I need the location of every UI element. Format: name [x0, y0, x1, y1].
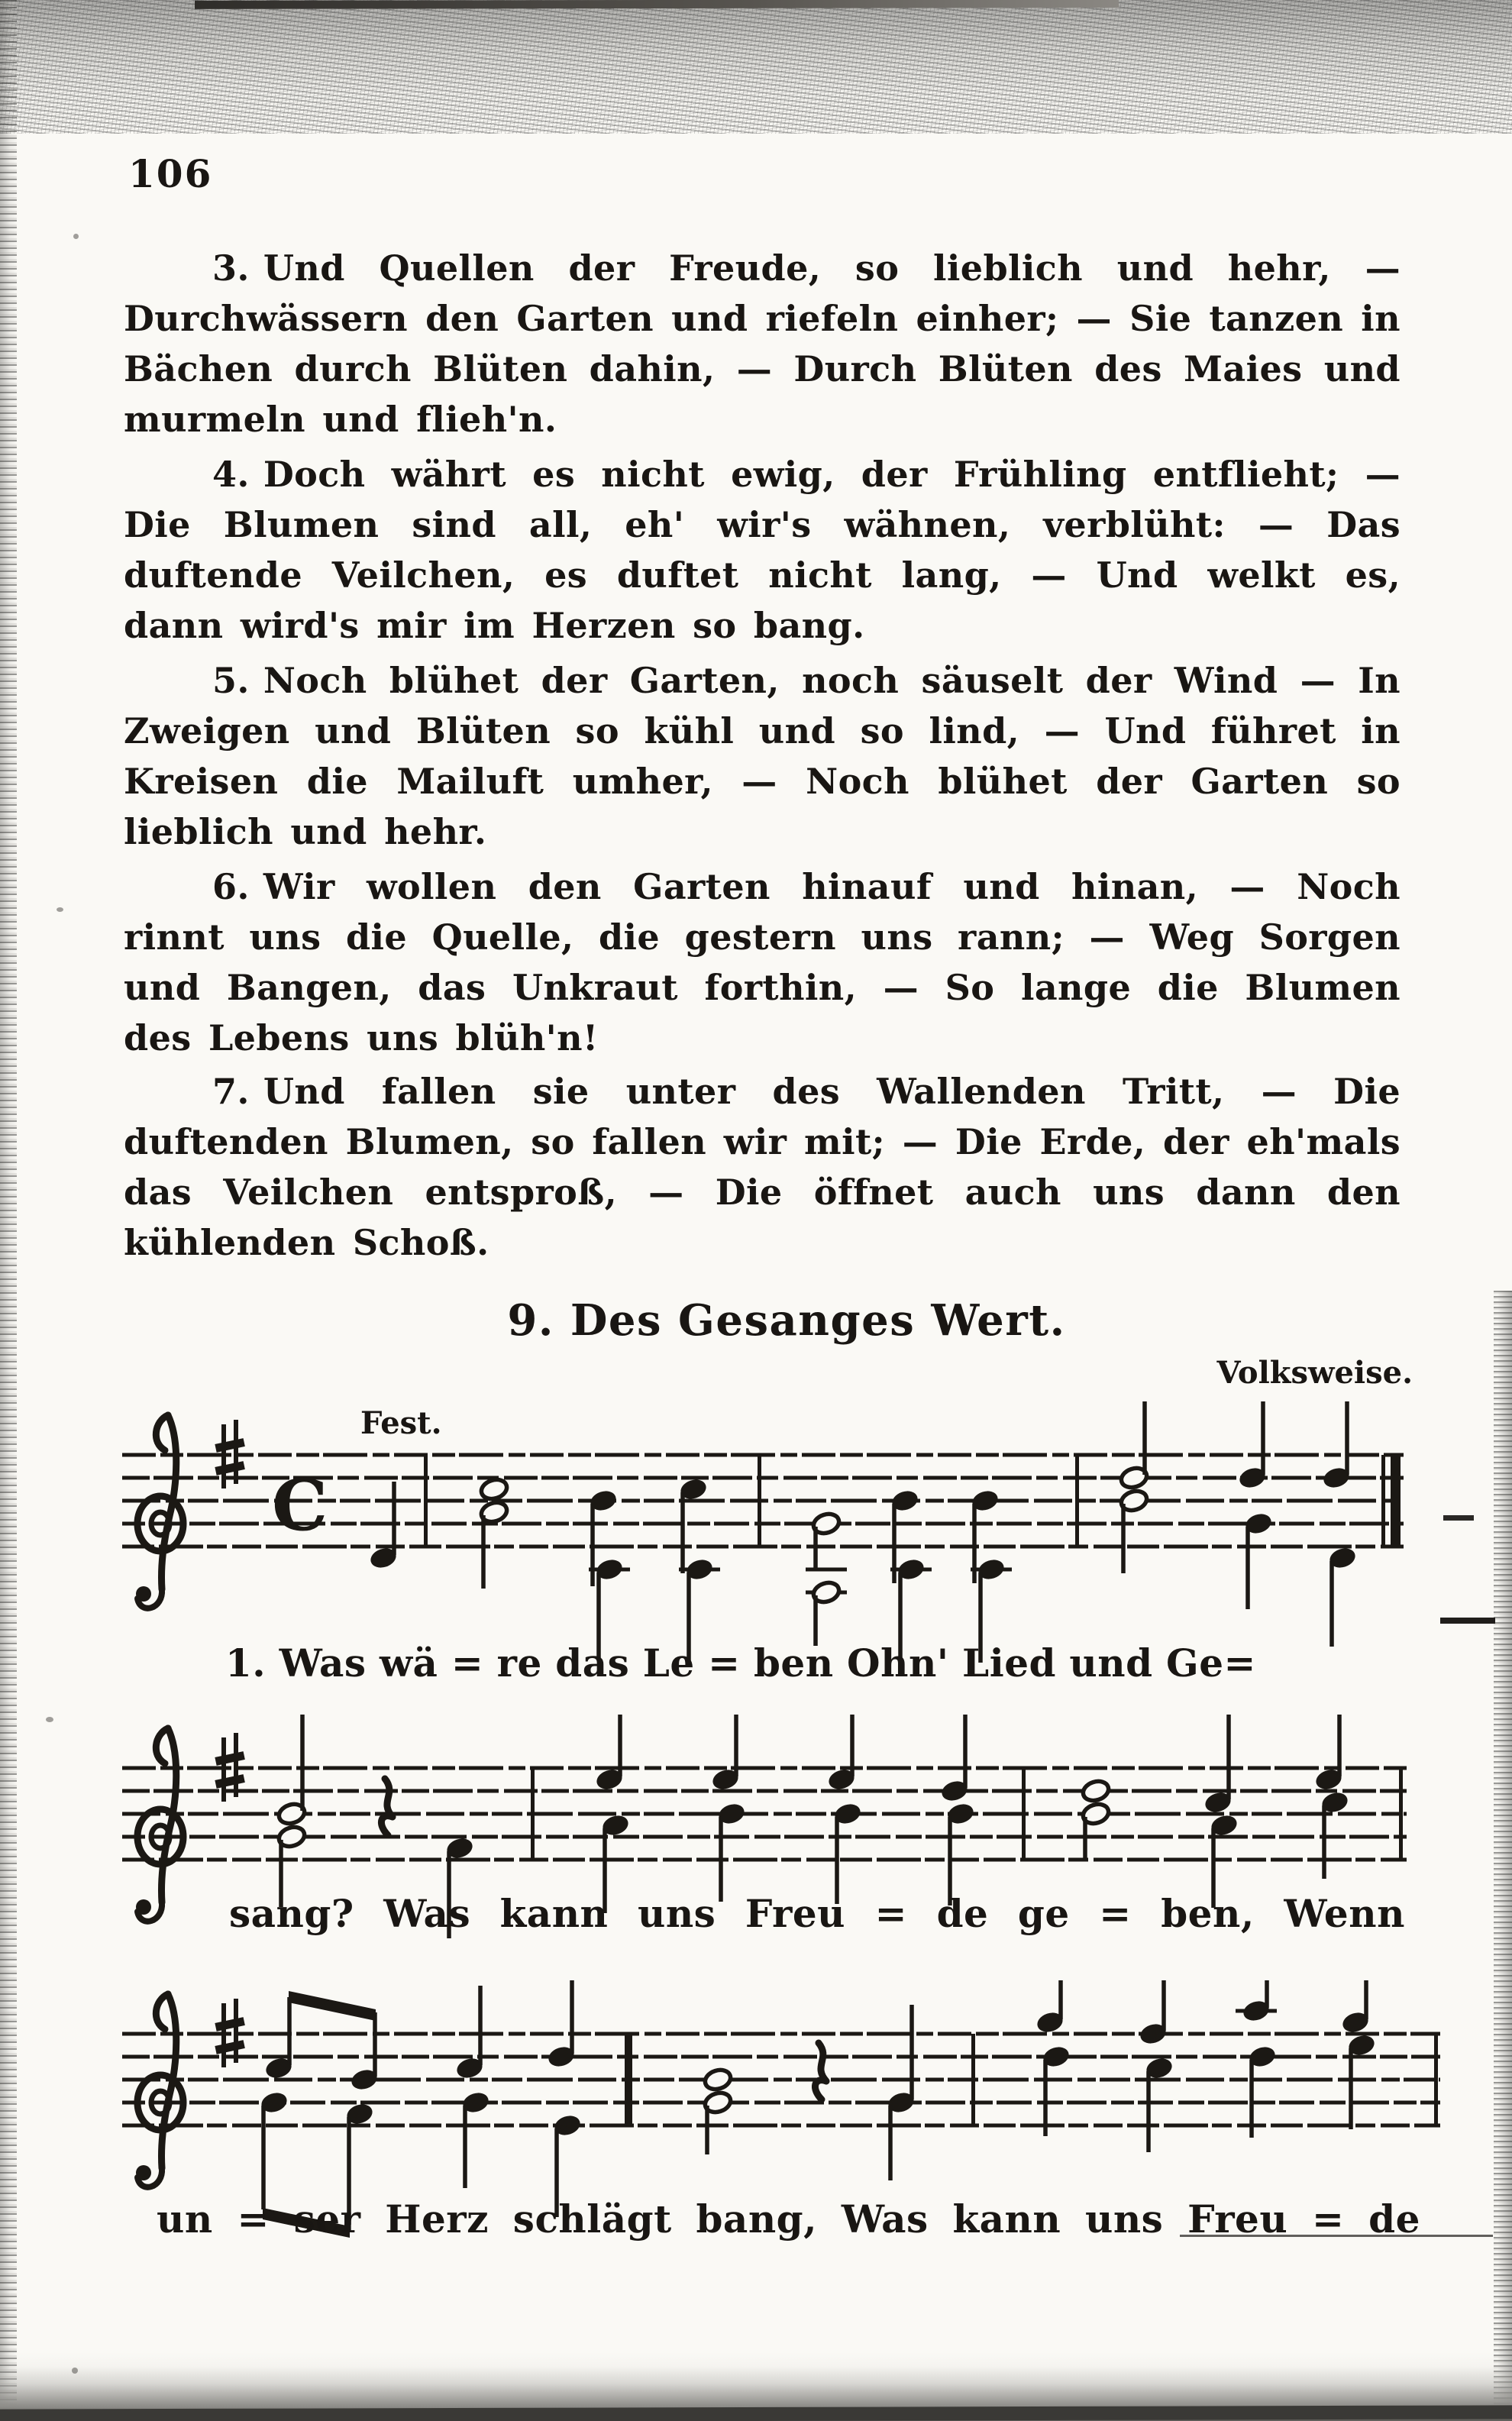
note — [1237, 1401, 1268, 1491]
verse-paragraph-7 — [124, 1066, 1401, 1268]
verse-number: 4. — [212, 454, 250, 495]
lyric-token: Wenn — [1284, 1891, 1405, 1936]
lyrics-line-1 — [225, 1640, 1256, 1686]
note — [349, 2012, 380, 2093]
lyric-token: Lied — [962, 1640, 1056, 1686]
quarter-rest-icon — [381, 1779, 393, 1835]
note — [945, 1801, 976, 1905]
scan-speck — [46, 1717, 53, 1722]
lyric-token: un — [157, 2196, 213, 2242]
song-title: 9. Des Gesanges Wert. — [507, 1295, 1066, 1346]
note — [1320, 1789, 1350, 1879]
note — [703, 2067, 733, 2154]
open-notehead — [703, 2067, 733, 2092]
note — [276, 1715, 307, 1907]
scan-ink-dash — [1443, 1515, 1474, 1521]
lyric-token: und — [1069, 1640, 1153, 1686]
note — [1041, 2044, 1071, 2136]
barline — [531, 1768, 535, 1860]
barline — [1434, 2034, 1438, 2125]
lyric-token: Ohn' — [847, 1640, 949, 1686]
lyric-token: Was — [279, 1640, 367, 1686]
lyrics-line-3 — [157, 2196, 1420, 2242]
barline — [1075, 1455, 1079, 1547]
note — [1081, 1778, 1111, 1860]
treble-clef-icon — [136, 1415, 183, 1608]
note — [811, 1511, 842, 1568]
lyric-token: uns — [1084, 2196, 1164, 2242]
lyric-token: Was — [841, 2196, 929, 2242]
verse-text: Doch währt es nicht ewig, der Frühling entflieht; — Die Blumen sind all, eh' wir's wähnen, verblüht: — Das duftende Veilchen, es duftet nicht lang, — Und welkt es, dann wird's mir im Herzen so bang. — [124, 454, 1401, 646]
lyric-token: das — [555, 1640, 630, 1686]
verse-text: Und fallen sie unter des Wallenden Tritt, — Die duftenden Blumen, so fallen wir mit; — Die Erde, der eh'mals das Veilchen entsproß, — Die öffnet auch uns dann den kühlenden Schoß. — [124, 1071, 1401, 1263]
note — [1035, 1980, 1065, 2035]
lyrics-line-2 — [229, 1891, 1405, 1936]
syllable-separator: = — [1099, 1891, 1132, 1936]
note — [546, 1980, 577, 2070]
lyric-token: kann — [952, 2196, 1061, 2242]
scan-speck — [73, 234, 79, 239]
verse-paragraph-4 — [124, 449, 1401, 651]
open-notehead — [1081, 1778, 1111, 1803]
verse-text: Und Quellen der Freude, so lieblich und hehr, — Durchwässern den Garten und riefeln einher; — Sie tanzen in Bächen durch Blüten dahin, — Durch Blüten des Maies und murmeln und flieh'n. — [124, 247, 1401, 440]
syllable-separator: = — [451, 1640, 484, 1686]
time-signature-common: C — [272, 1464, 328, 1547]
barline — [758, 1455, 761, 1547]
quarter-rest-icon — [815, 2043, 826, 2099]
lyric-token: de — [936, 1891, 989, 1936]
lyric-token: de — [1368, 2196, 1420, 2242]
lyric-token: ben — [753, 1640, 834, 1686]
lyric-token: Ge= — [1166, 1640, 1256, 1686]
syllable-separator: = — [1312, 2196, 1345, 2242]
barline — [1022, 1768, 1026, 1860]
verse-paragraph-6 — [124, 861, 1401, 1063]
lyric-token: ser — [293, 2196, 361, 2242]
lyric-token: ben, — [1161, 1891, 1255, 1936]
note — [806, 1568, 847, 1647]
lyric-token: wä — [379, 1640, 438, 1686]
verse-paragraph-3 — [124, 243, 1401, 444]
note — [1340, 1980, 1371, 2035]
scan-noise-left-edge — [0, 0, 17, 2421]
note — [716, 1801, 747, 1902]
lyric-token: ge — [1017, 1891, 1070, 1936]
lyric-token: 1. — [225, 1640, 267, 1686]
scan-edge-bar — [195, 0, 1119, 9]
scan-ink-dash — [1440, 1618, 1495, 1624]
verse-number: 7. — [212, 1071, 250, 1112]
verse-number: 3. — [212, 247, 250, 289]
verse-text: Noch blühet der Garten, noch säuselt der Wind — In Zweigen und Blüten so kühl und so lind, — Und führet in Kreisen die Mailuft umher, — Noch blühet der Garten so lieblich und hehr. — [124, 660, 1401, 852]
lyric-token: Herz — [385, 2196, 489, 2242]
verse-number: 6. — [212, 866, 250, 907]
verse-text: Wir wollen den Garten hinauf und hinan, — Noch rinnt uns die Quelle, die gestern uns rann; — Weg Sorgen und Bangen, das Unkraut forthin, — So lange die Blumen des Lebens uns blüh'n! — [124, 866, 1401, 1059]
scan-speck — [72, 2368, 78, 2374]
treble-clef-icon — [136, 1728, 183, 1922]
note — [832, 1801, 863, 1904]
note — [594, 1715, 625, 1792]
note — [1236, 1980, 1277, 2024]
treble-clef-icon — [136, 1994, 183, 2187]
lyric-token: re — [496, 1640, 542, 1686]
note — [1321, 1401, 1352, 1491]
lyric-token: Freu — [1187, 2196, 1288, 2242]
note — [710, 1715, 741, 1792]
note — [263, 1997, 294, 2081]
note — [939, 1715, 970, 1804]
note — [826, 1715, 857, 1792]
note — [1327, 1545, 1358, 1647]
barline — [424, 1455, 428, 1547]
scan-speck — [57, 907, 63, 912]
lyric-token: kann — [499, 1891, 609, 1936]
note — [1138, 1980, 1168, 2047]
scan-noise-right-edge — [1494, 1291, 1512, 2421]
barline — [625, 2034, 632, 2125]
music-system-2 — [115, 1715, 1443, 2009]
lyric-token: bang, — [696, 2196, 818, 2242]
note — [886, 2005, 916, 2180]
note — [1243, 1511, 1274, 1609]
scan-noise-top — [0, 0, 1512, 134]
note — [1313, 1715, 1344, 1792]
lyric-token: Freu — [745, 1891, 846, 1936]
lyric-token: Was — [383, 1891, 471, 1936]
lyric-token: sang? — [229, 1891, 354, 1936]
open-notehead — [479, 1476, 509, 1501]
syllable-separator: = — [874, 1891, 907, 1936]
barline — [971, 2034, 975, 2125]
note — [259, 2090, 289, 2209]
note — [1203, 1715, 1233, 1815]
lyric-token: schlägt — [512, 2196, 672, 2242]
verse-paragraph-5 — [124, 655, 1401, 857]
final-barline — [1391, 1455, 1401, 1547]
note — [368, 1482, 399, 1571]
barline — [1381, 1455, 1385, 1547]
note — [460, 2090, 491, 2188]
lyric-token: uns — [637, 1891, 716, 1936]
note — [479, 1476, 509, 1589]
song-attribution: Volksweise. — [1216, 1355, 1413, 1391]
beam — [289, 1991, 376, 2021]
tempo-marking: Fest. — [360, 1405, 442, 1441]
verse-number: 5. — [212, 660, 250, 701]
syllable-separator: = — [237, 2196, 270, 2242]
syllable-separator: = — [708, 1640, 741, 1686]
lyric-token: Le — [642, 1640, 695, 1686]
page-number: 106 — [128, 151, 213, 196]
scan-edge-bottom-line — [0, 2405, 1512, 2421]
barline — [1399, 1768, 1403, 1860]
